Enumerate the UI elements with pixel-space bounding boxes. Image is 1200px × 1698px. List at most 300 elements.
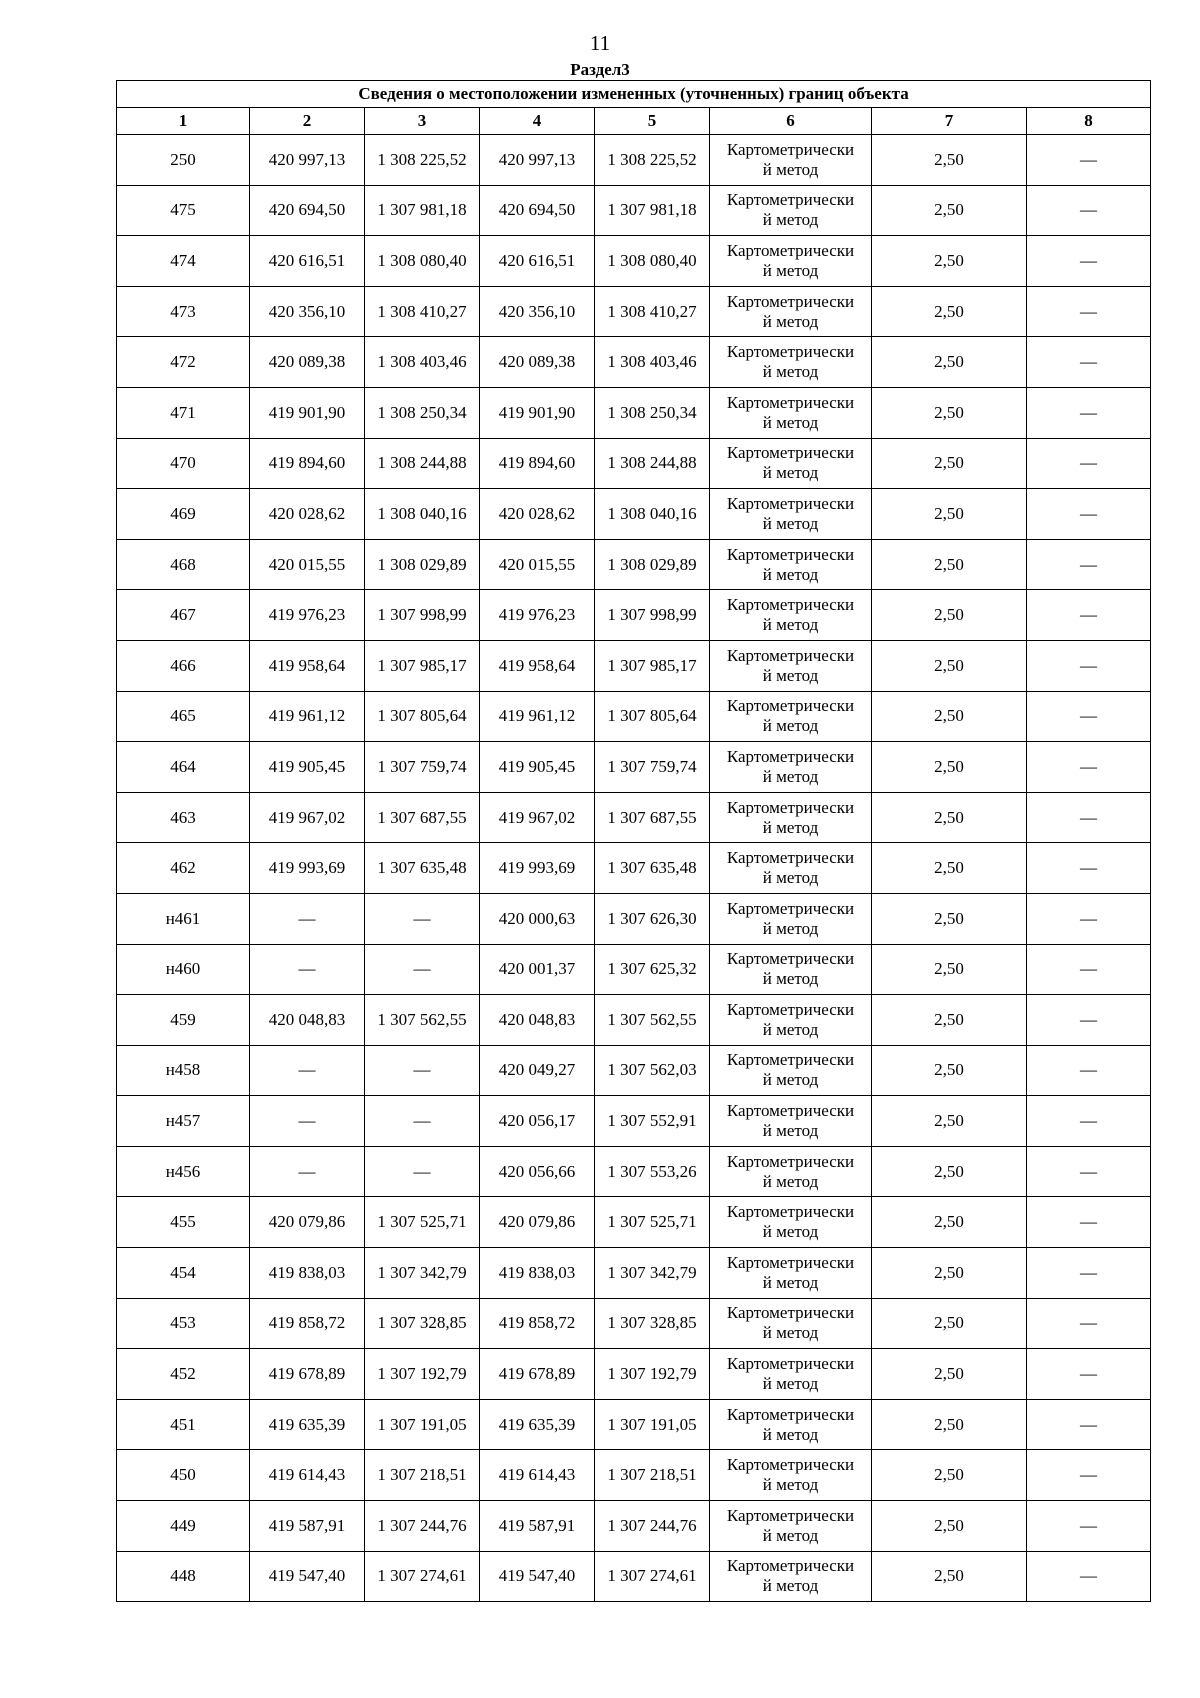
cell-description: —: [1027, 995, 1151, 1046]
method-line-1: Картометрически: [726, 696, 855, 716]
cell-point-id: 472: [117, 337, 250, 388]
cell-point-id: 465: [117, 691, 250, 742]
table-row: [117, 1248, 1151, 1299]
cell-point-id: 462: [117, 843, 250, 894]
cell-old-y: 1 307 525,71: [365, 1197, 480, 1248]
cell-new-x: 419 894,60: [480, 438, 595, 489]
table-body: [117, 135, 1151, 1602]
column-number-5: 5: [595, 108, 710, 135]
cell-old-y: 1 307 759,74: [365, 742, 480, 793]
cell-point-id: 449: [117, 1501, 250, 1552]
cell-new-x: 420 356,10: [480, 286, 595, 337]
cell-old-y: 1 307 805,64: [365, 691, 480, 742]
column-number-4: 4: [480, 108, 595, 135]
cell-description: —: [1027, 893, 1151, 944]
table-row: [117, 185, 1151, 236]
method-line-1: Картометрически: [726, 595, 855, 615]
cell-old-x: 420 694,50: [250, 185, 365, 236]
method-line-1: Картометрически: [726, 1151, 855, 1171]
cell-method: [710, 1298, 872, 1349]
cell-point-id: 471: [117, 387, 250, 438]
cell-new-y: 1 307 687,55: [595, 792, 710, 843]
method-line-2: й метод: [762, 260, 819, 280]
cell-method: [710, 337, 872, 388]
cell-method: [710, 1349, 872, 1400]
cell-accuracy: 2,50: [872, 286, 1027, 337]
cell-method: [710, 236, 872, 287]
cell-new-y: 1 307 342,79: [595, 1248, 710, 1299]
cell-new-y: 1 307 328,85: [595, 1298, 710, 1349]
cell-accuracy: 2,50: [872, 843, 1027, 894]
method-line-1: Картометрически: [726, 1455, 855, 1475]
cell-description: —: [1027, 539, 1151, 590]
cell-new-x: 419 958,64: [480, 640, 595, 691]
cell-method: [710, 1146, 872, 1197]
cell-accuracy: 2,50: [872, 1197, 1027, 1248]
method-line-1: Картометрически: [726, 999, 855, 1019]
cell-new-y: 1 307 981,18: [595, 185, 710, 236]
table-row: [117, 1450, 1151, 1501]
table-row: [117, 1399, 1151, 1450]
cell-new-y: 1 308 040,16: [595, 489, 710, 540]
cell-old-y: 1 308 403,46: [365, 337, 480, 388]
cell-method: [710, 590, 872, 641]
method-line-2: й метод: [762, 969, 819, 989]
cell-accuracy: 2,50: [872, 944, 1027, 995]
cell-old-x: 419 905,45: [250, 742, 365, 793]
cell-old-y: —: [365, 893, 480, 944]
cell-description: —: [1027, 1349, 1151, 1400]
cell-old-x: 419 976,23: [250, 590, 365, 641]
cell-old-y: 1 307 981,18: [365, 185, 480, 236]
cell-new-y: 1 308 029,89: [595, 539, 710, 590]
cell-point-id: 455: [117, 1197, 250, 1248]
method-line-1: Картометрически: [726, 898, 855, 918]
cell-description: —: [1027, 438, 1151, 489]
cell-old-x: 420 028,62: [250, 489, 365, 540]
cell-old-y: 1 307 191,05: [365, 1399, 480, 1450]
cell-old-x: 419 993,69: [250, 843, 365, 894]
cell-new-x: 419 976,23: [480, 590, 595, 641]
cell-description: —: [1027, 792, 1151, 843]
cell-new-x: 420 048,83: [480, 995, 595, 1046]
cell-accuracy: 2,50: [872, 1349, 1027, 1400]
cell-point-id: 452: [117, 1349, 250, 1400]
cell-old-y: 1 308 250,34: [365, 387, 480, 438]
cell-description: —: [1027, 1248, 1151, 1299]
cell-new-y: 1 307 759,74: [595, 742, 710, 793]
cell-point-id: 468: [117, 539, 250, 590]
cell-old-x: —: [250, 893, 365, 944]
cell-new-y: 1 307 192,79: [595, 1349, 710, 1400]
cell-old-x: —: [250, 1096, 365, 1147]
cell-description: —: [1027, 1045, 1151, 1096]
method-line-2: й метод: [762, 868, 819, 888]
table-row: [117, 742, 1151, 793]
cell-description: —: [1027, 1501, 1151, 1552]
cell-old-y: 1 307 218,51: [365, 1450, 480, 1501]
cell-new-x: 419 993,69: [480, 843, 595, 894]
table-row: [117, 1551, 1151, 1602]
method-line-2: й метод: [762, 1272, 819, 1292]
cell-new-x: 420 001,37: [480, 944, 595, 995]
method-line-2: й метод: [762, 1222, 819, 1242]
table-row: [117, 691, 1151, 742]
cell-new-x: 420 694,50: [480, 185, 595, 236]
cell-old-y: 1 308 029,89: [365, 539, 480, 590]
cell-point-id: н456: [117, 1146, 250, 1197]
method-line-2: й метод: [762, 564, 819, 584]
method-line-1: Картометрически: [726, 1354, 855, 1374]
cell-description: —: [1027, 236, 1151, 287]
method-line-2: й метод: [762, 716, 819, 736]
method-line-1: Картометрически: [726, 1202, 855, 1222]
cell-description: —: [1027, 944, 1151, 995]
cell-description: —: [1027, 489, 1151, 540]
cell-point-id: 474: [117, 236, 250, 287]
cell-new-x: 420 000,63: [480, 893, 595, 944]
method-line-2: й метод: [762, 1475, 819, 1495]
method-line-1: Картометрически: [726, 1303, 855, 1323]
method-line-1: Картометрически: [726, 139, 855, 159]
cell-new-y: 1 307 552,91: [595, 1096, 710, 1147]
cell-method: [710, 1045, 872, 1096]
cell-accuracy: 2,50: [872, 236, 1027, 287]
cell-point-id: н458: [117, 1045, 250, 1096]
table-row: [117, 792, 1151, 843]
cell-new-y: 1 308 403,46: [595, 337, 710, 388]
cell-old-x: 420 079,86: [250, 1197, 365, 1248]
cell-new-y: 1 308 410,27: [595, 286, 710, 337]
method-line-1: Картометрически: [726, 1101, 855, 1121]
cell-new-x: 419 901,90: [480, 387, 595, 438]
cell-new-x: 420 056,17: [480, 1096, 595, 1147]
cell-method: [710, 135, 872, 186]
cell-accuracy: 2,50: [872, 489, 1027, 540]
cell-new-x: 420 028,62: [480, 489, 595, 540]
table-caption: Сведения о местоположении измененных (уточненных) границ объекта: [117, 81, 1151, 108]
cell-old-y: 1 308 080,40: [365, 236, 480, 287]
method-line-2: й метод: [762, 513, 819, 533]
method-line-1: Картометрически: [726, 1556, 855, 1576]
method-line-1: Картометрически: [726, 443, 855, 463]
method-line-2: й метод: [762, 1576, 819, 1596]
cell-point-id: 475: [117, 185, 250, 236]
cell-new-y: 1 307 525,71: [595, 1197, 710, 1248]
cell-old-y: 1 307 635,48: [365, 843, 480, 894]
cell-point-id: 469: [117, 489, 250, 540]
cell-method: [710, 286, 872, 337]
cell-point-id: 453: [117, 1298, 250, 1349]
cell-new-x: 419 635,39: [480, 1399, 595, 1450]
cell-new-y: 1 307 625,32: [595, 944, 710, 995]
method-line-2: й метод: [762, 1121, 819, 1141]
cell-old-x: 419 894,60: [250, 438, 365, 489]
method-line-2: й метод: [762, 918, 819, 938]
cell-method: [710, 843, 872, 894]
method-line-2: й метод: [762, 817, 819, 837]
cell-accuracy: 2,50: [872, 590, 1027, 641]
cell-method: [710, 995, 872, 1046]
table-row: [117, 1501, 1151, 1552]
table-row: [117, 995, 1151, 1046]
method-line-1: Картометрически: [726, 190, 855, 210]
cell-new-y: 1 307 998,99: [595, 590, 710, 641]
table-row: [117, 1045, 1151, 1096]
cell-point-id: 464: [117, 742, 250, 793]
cell-old-x: 420 089,38: [250, 337, 365, 388]
cell-description: —: [1027, 1551, 1151, 1602]
cell-new-x: 419 967,02: [480, 792, 595, 843]
cell-description: —: [1027, 691, 1151, 742]
cell-accuracy: 2,50: [872, 438, 1027, 489]
cell-method: [710, 1248, 872, 1299]
column-number-2: 2: [250, 108, 365, 135]
cell-old-y: 1 307 998,99: [365, 590, 480, 641]
cell-new-x: 419 678,89: [480, 1349, 595, 1400]
method-line-2: й метод: [762, 1374, 819, 1394]
table-row: [117, 135, 1151, 186]
cell-old-x: 420 356,10: [250, 286, 365, 337]
cell-accuracy: 2,50: [872, 742, 1027, 793]
section-title: Раздел3: [570, 60, 630, 79]
cell-point-id: 467: [117, 590, 250, 641]
cell-old-y: 1 308 225,52: [365, 135, 480, 186]
cell-point-id: н457: [117, 1096, 250, 1147]
cell-new-x: 419 838,03: [480, 1248, 595, 1299]
cell-accuracy: 2,50: [872, 1298, 1027, 1349]
cell-point-id: 451: [117, 1399, 250, 1450]
cell-accuracy: 2,50: [872, 387, 1027, 438]
cell-description: —: [1027, 135, 1151, 186]
method-line-1: Картометрически: [726, 342, 855, 362]
cell-old-y: —: [365, 1045, 480, 1096]
cell-old-x: 419 678,89: [250, 1349, 365, 1400]
cell-method: [710, 1551, 872, 1602]
cell-old-y: —: [365, 1146, 480, 1197]
cell-description: —: [1027, 185, 1151, 236]
cell-old-y: —: [365, 944, 480, 995]
method-line-2: й метод: [762, 1070, 819, 1090]
table-row: [117, 893, 1151, 944]
table-row: [117, 539, 1151, 590]
cell-method: [710, 1399, 872, 1450]
coordinates-table: [116, 80, 1151, 1602]
method-line-1: Картометрически: [726, 544, 855, 564]
cell-point-id: 454: [117, 1248, 250, 1299]
cell-description: —: [1027, 843, 1151, 894]
cell-new-y: 1 307 218,51: [595, 1450, 710, 1501]
cell-old-x: 419 838,03: [250, 1248, 365, 1299]
cell-method: [710, 691, 872, 742]
method-line-1: Картометрически: [726, 1404, 855, 1424]
page-number: 11: [589, 31, 611, 55]
cell-old-x: 419 967,02: [250, 792, 365, 843]
table-row: [117, 1146, 1151, 1197]
cell-accuracy: 2,50: [872, 640, 1027, 691]
method-line-1: Картометрически: [726, 797, 855, 817]
cell-method: [710, 387, 872, 438]
cell-new-x: 419 961,12: [480, 691, 595, 742]
method-line-2: й метод: [762, 766, 819, 786]
column-number-6: 6: [710, 108, 872, 135]
table-row: [117, 1298, 1151, 1349]
cell-method: [710, 539, 872, 590]
cell-new-y: 1 307 805,64: [595, 691, 710, 742]
cell-old-y: 1 307 985,17: [365, 640, 480, 691]
method-line-1: Картометрически: [726, 392, 855, 412]
cell-method: [710, 1450, 872, 1501]
cell-old-y: 1 308 410,27: [365, 286, 480, 337]
table-row: [117, 438, 1151, 489]
method-line-2: й метод: [762, 1424, 819, 1444]
column-number-7: 7: [872, 108, 1027, 135]
cell-accuracy: 2,50: [872, 792, 1027, 843]
cell-new-x: 419 547,40: [480, 1551, 595, 1602]
method-line-2: й метод: [762, 210, 819, 230]
method-line-1: Картометрически: [726, 291, 855, 311]
cell-description: —: [1027, 1399, 1151, 1450]
cell-old-x: 419 547,40: [250, 1551, 365, 1602]
cell-new-y: 1 307 626,30: [595, 893, 710, 944]
method-line-2: й метод: [762, 159, 819, 179]
method-line-2: й метод: [762, 1019, 819, 1039]
cell-old-x: 420 997,13: [250, 135, 365, 186]
cell-old-x: 419 958,64: [250, 640, 365, 691]
cell-old-x: 420 616,51: [250, 236, 365, 287]
cell-new-x: 420 997,13: [480, 135, 595, 186]
cell-new-y: 1 307 244,76: [595, 1501, 710, 1552]
cell-description: —: [1027, 387, 1151, 438]
cell-description: —: [1027, 1450, 1151, 1501]
cell-accuracy: 2,50: [872, 539, 1027, 590]
cell-point-id: 250: [117, 135, 250, 186]
method-line-1: Картометрически: [726, 1050, 855, 1070]
table-row: [117, 1197, 1151, 1248]
cell-method: [710, 489, 872, 540]
cell-description: —: [1027, 590, 1151, 641]
method-line-2: й метод: [762, 412, 819, 432]
table-row: [117, 590, 1151, 641]
cell-old-y: 1 308 244,88: [365, 438, 480, 489]
cell-old-y: 1 307 244,76: [365, 1501, 480, 1552]
method-line-2: й метод: [762, 311, 819, 331]
cell-old-x: 420 048,83: [250, 995, 365, 1046]
cell-accuracy: 2,50: [872, 1045, 1027, 1096]
cell-new-y: 1 307 562,55: [595, 995, 710, 1046]
cell-description: —: [1027, 640, 1151, 691]
cell-method: [710, 640, 872, 691]
cell-new-y: 1 307 985,17: [595, 640, 710, 691]
cell-accuracy: 2,50: [872, 1501, 1027, 1552]
method-line-2: й метод: [762, 615, 819, 635]
cell-point-id: н461: [117, 893, 250, 944]
cell-description: —: [1027, 1298, 1151, 1349]
cell-old-x: 419 587,91: [250, 1501, 365, 1552]
table-row: [117, 489, 1151, 540]
cell-method: [710, 792, 872, 843]
cell-accuracy: 2,50: [872, 135, 1027, 186]
cell-method: [710, 944, 872, 995]
cell-old-y: 1 307 274,61: [365, 1551, 480, 1602]
table-row: [117, 387, 1151, 438]
table-row: [117, 236, 1151, 287]
cell-new-x: 420 616,51: [480, 236, 595, 287]
cell-new-x: 419 905,45: [480, 742, 595, 793]
column-number-1: 1: [117, 108, 250, 135]
cell-old-x: 419 858,72: [250, 1298, 365, 1349]
cell-new-x: 419 858,72: [480, 1298, 595, 1349]
cell-point-id: н460: [117, 944, 250, 995]
cell-accuracy: 2,50: [872, 1096, 1027, 1147]
cell-accuracy: 2,50: [872, 1551, 1027, 1602]
cell-point-id: 466: [117, 640, 250, 691]
table-row: [117, 640, 1151, 691]
method-line-2: й метод: [762, 665, 819, 685]
cell-new-x: 420 049,27: [480, 1045, 595, 1096]
cell-new-y: 1 307 562,03: [595, 1045, 710, 1096]
cell-point-id: 463: [117, 792, 250, 843]
table-row: [117, 1096, 1151, 1147]
cell-old-x: 420 015,55: [250, 539, 365, 590]
cell-description: —: [1027, 286, 1151, 337]
cell-new-x: 419 614,43: [480, 1450, 595, 1501]
cell-new-x: 420 089,38: [480, 337, 595, 388]
cell-method: [710, 742, 872, 793]
cell-old-x: 419 961,12: [250, 691, 365, 742]
method-line-1: Картометрически: [726, 645, 855, 665]
method-line-1: Картометрически: [726, 240, 855, 260]
cell-accuracy: 2,50: [872, 337, 1027, 388]
cell-description: —: [1027, 1096, 1151, 1147]
cell-old-x: 419 614,43: [250, 1450, 365, 1501]
cell-new-y: 1 307 553,26: [595, 1146, 710, 1197]
method-line-1: Картометрически: [726, 949, 855, 969]
cell-description: —: [1027, 1197, 1151, 1248]
cell-description: —: [1027, 337, 1151, 388]
cell-old-x: —: [250, 1045, 365, 1096]
cell-point-id: 450: [117, 1450, 250, 1501]
cell-new-x: 420 079,86: [480, 1197, 595, 1248]
cell-accuracy: 2,50: [872, 1146, 1027, 1197]
method-line-1: Картометрически: [726, 848, 855, 868]
cell-accuracy: 2,50: [872, 995, 1027, 1046]
table-row: [117, 337, 1151, 388]
cell-point-id: 459: [117, 995, 250, 1046]
cell-old-y: 1 308 040,16: [365, 489, 480, 540]
cell-method: [710, 185, 872, 236]
column-number-row: [117, 108, 1151, 135]
cell-new-y: 1 307 635,48: [595, 843, 710, 894]
method-line-2: й метод: [762, 1323, 819, 1343]
cell-method: [710, 438, 872, 489]
cell-new-y: 1 307 274,61: [595, 1551, 710, 1602]
cell-old-y: 1 307 342,79: [365, 1248, 480, 1299]
cell-old-y: 1 307 562,55: [365, 995, 480, 1046]
cell-new-y: 1 308 080,40: [595, 236, 710, 287]
cell-accuracy: 2,50: [872, 1450, 1027, 1501]
table-row: [117, 286, 1151, 337]
table-row: [117, 944, 1151, 995]
cell-old-x: 419 901,90: [250, 387, 365, 438]
cell-accuracy: 2,50: [872, 893, 1027, 944]
cell-new-x: 420 056,66: [480, 1146, 595, 1197]
cell-old-x: —: [250, 944, 365, 995]
cell-old-y: 1 307 192,79: [365, 1349, 480, 1400]
column-number-8: 8: [1027, 108, 1151, 135]
method-line-2: й метод: [762, 362, 819, 382]
cell-description: —: [1027, 1146, 1151, 1197]
